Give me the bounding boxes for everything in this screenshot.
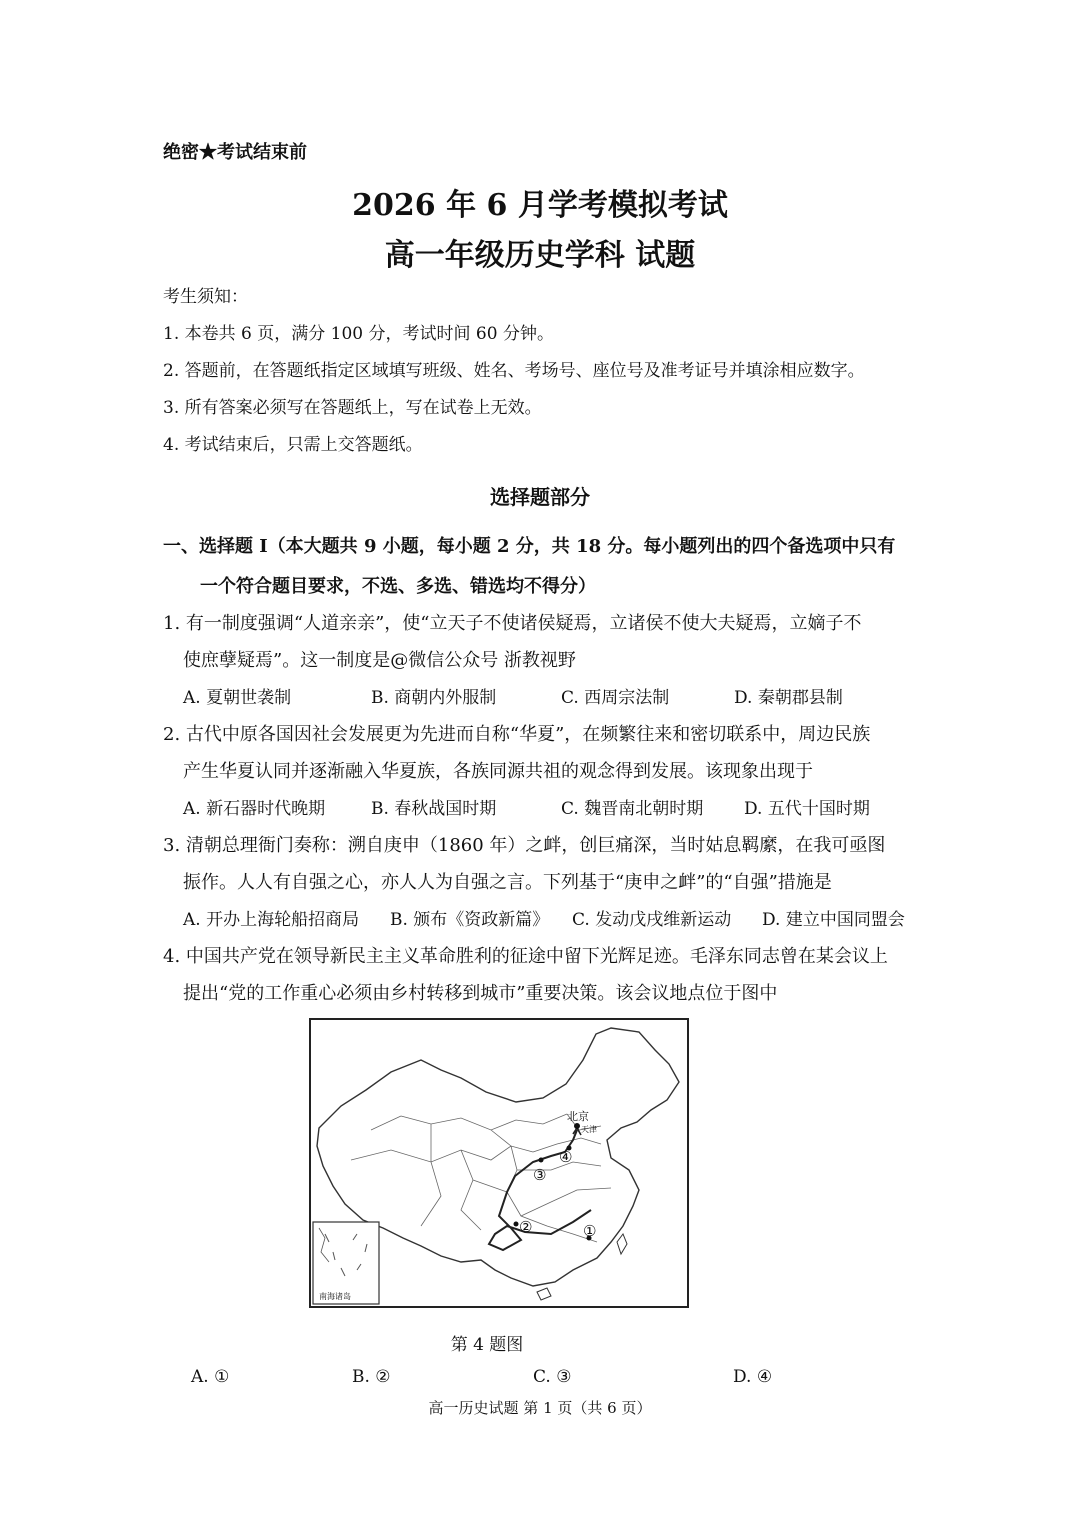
marker-4-label: ④ <box>559 1148 573 1166</box>
question-3-stem-continued: 振作。人人有自强之心，亦人人为自强之言。下列基于“庚申之衅”的“自强”措施是 <box>183 872 832 893</box>
question-3-option-d: D. 建立中国同盟会 <box>762 910 905 930</box>
beijing-label: 北京 <box>567 1111 589 1123</box>
tianjin-label: 天津 <box>581 1125 597 1134</box>
question-2-option-d: D. 五代十国时期 <box>744 799 870 819</box>
question-2-option-a: A. 新石器时代晚期 <box>183 799 326 819</box>
exam-subtitle: 高一年级历史学科 试题 <box>384 238 696 273</box>
site-dot-3 <box>539 1158 544 1163</box>
question-2-option-c: C. 魏晋南北朝时期 <box>561 799 704 819</box>
question-2-stem: 2. 古代中原各国因社会发展更为先进而自称“华夏”，在频繁往来和密切联系中，周边民族 <box>163 724 871 745</box>
question-1-option-a: A. 夏朝世袭制 <box>183 688 292 708</box>
china-map-figure <box>309 1018 689 1308</box>
notice-item: 3. 所有答案必须写在答题纸上，写在试卷上无效。 <box>163 398 542 418</box>
exam-title: 2026 年 6 月学考模拟考试 <box>352 188 728 223</box>
site-dot-2 <box>514 1222 519 1227</box>
question-3-option-b: B. 颁布《资政新篇》 <box>390 910 550 930</box>
question-4-stem: 4. 中国共产党在领导新民主主义革命胜利的征途中留下光辉足迹。毛泽东同志曾在某会议上 <box>163 946 888 967</box>
question-1-stem: 1. 有一制度强调“人道亲亲”，使“立天子不使诸侯疑焉，立诸侯不使大夫疑焉，立嫡子不 <box>163 613 862 634</box>
marker-2-label: ② <box>519 1218 533 1236</box>
question-1-option-b: B. 商朝内外服制 <box>371 688 497 708</box>
question-4-option-b: B. ② <box>352 1367 391 1387</box>
china-map <box>311 1020 687 1306</box>
question-2-stem-continued: 产生华夏认同并逐渐融入华夏族，各族同源共祖的观念得到发展。该现象出现于 <box>183 761 813 782</box>
section-title: 选择题部分 <box>490 485 590 509</box>
marker-3-label: ③ <box>533 1166 547 1184</box>
question-4-option-c: C. ③ <box>533 1367 572 1387</box>
question-1-option-c: C. 西周宗法制 <box>561 688 670 708</box>
figure-caption: 第 4 题图 <box>450 1335 524 1355</box>
part-heading-continued: 一个符合题目要求，不选、多选、错选均不得分） <box>200 576 596 597</box>
question-4-option-a: A. ① <box>191 1367 230 1387</box>
hainan-island <box>537 1288 551 1300</box>
question-3-option-a: A. 开办上海轮船招商局 <box>183 910 360 930</box>
notice-item: 2. 答题前，在答题纸指定区域填写班级、姓名、考场号、座位号及准考证号并填涂相应数字。 <box>163 361 865 381</box>
question-3-option-c: C. 发动戊戌维新运动 <box>572 910 732 930</box>
route-line <box>489 1130 591 1250</box>
question-1-stem-continued: 使庶孽疑焉”。这一制度是@微信公众号 浙教视野 <box>183 650 576 671</box>
question-4-stem-continued: 提出“党的工作重心必须由乡村转移到城市”重要决策。该会议地点位于图中 <box>183 983 778 1004</box>
question-1-option-d: D. 秦朝郡县制 <box>734 688 843 708</box>
question-2-option-b: B. 春秋战国时期 <box>371 799 497 819</box>
notice-item: 4. 考试结束后，只需上交答题纸。 <box>163 435 423 455</box>
taiwan-island <box>617 1234 627 1254</box>
notice-heading: 考生须知： <box>163 287 248 307</box>
confidential-mark: 绝密★考试结束前 <box>163 142 307 163</box>
inset-label: 南海诸岛 <box>319 1292 351 1301</box>
page-footer: 高一历史试题 第 1 页（共 6 页） <box>428 1399 652 1417</box>
notice-item: 1. 本卷共 6 页，满分 100 分，考试时间 60 分钟。 <box>163 324 554 344</box>
beijing-dot <box>574 1123 580 1129</box>
part-heading: 一、选择题 I（本大题共 9 小题，每小题 2 分，共 18 分。每小题列出的四个备选项中只有 <box>163 536 896 557</box>
question-3-stem: 3. 清朝总理衙门奏称：溯自庚申（1860 年）之衅，创巨痛深，当时姑息羁縻，在我可亟图 <box>163 835 886 856</box>
marker-1-label: ① <box>583 1222 597 1240</box>
question-4-option-d: D. ④ <box>733 1367 773 1387</box>
